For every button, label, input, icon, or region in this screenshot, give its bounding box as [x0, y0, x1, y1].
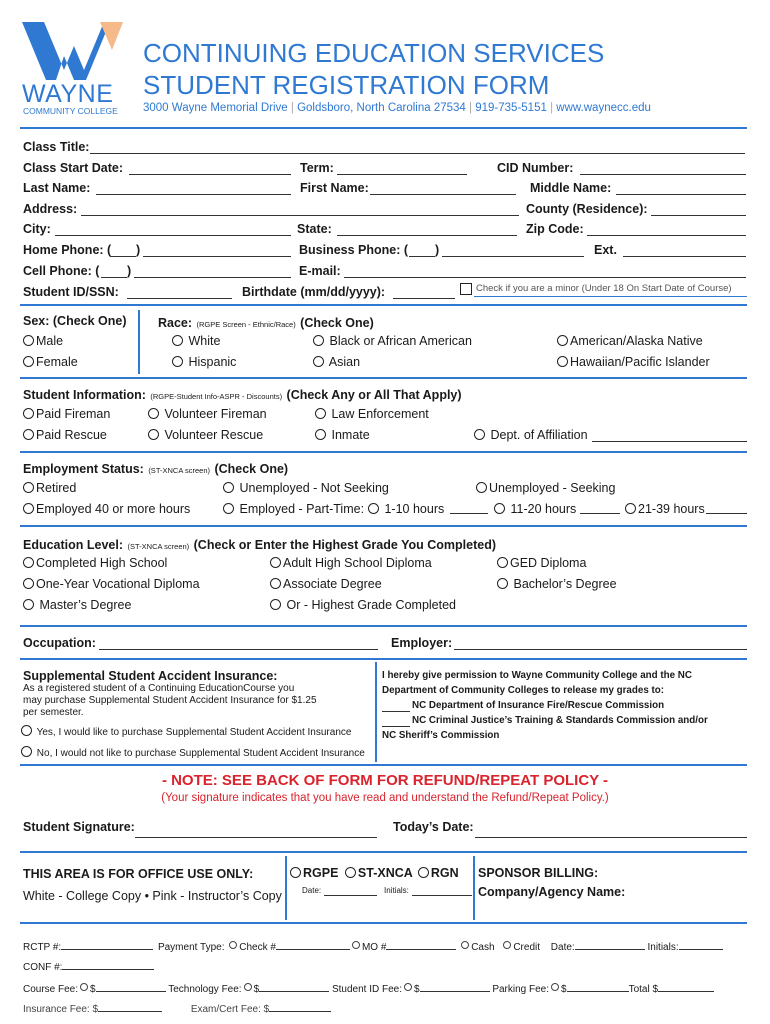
fees-row-2: [23, 962, 154, 973]
parking-fee-field[interactable]: [567, 991, 629, 992]
zip-label: Zip Code:: [526, 222, 584, 236]
student-id-fee-field[interactable]: [420, 991, 490, 992]
insurance-text-2: may purchase Supplemental Student Accident Insurance for $1.25: [23, 695, 317, 706]
email-field[interactable]: [344, 277, 746, 278]
radio-icon[interactable]: [270, 599, 281, 610]
student-signature-label: Student Signature:: [23, 820, 135, 834]
student-signature-field[interactable]: [135, 837, 377, 838]
hours-1-10-field[interactable]: [450, 513, 488, 514]
mo-number-field[interactable]: [386, 949, 456, 950]
radio-icon[interactable]: [23, 408, 34, 419]
hours-11-20-option[interactable]: [494, 502, 576, 516]
county-field[interactable]: [651, 215, 746, 216]
check-label: Check #: [239, 942, 276, 953]
course-fee-field[interactable]: [96, 991, 166, 992]
sex-male-label: Male: [36, 334, 64, 348]
inmate-option[interactable]: [315, 428, 370, 442]
office-use-title: THIS AREA IS FOR OFFICE USE ONLY:: [23, 867, 254, 881]
masters-option[interactable]: [23, 598, 131, 612]
radio-icon[interactable]: [497, 557, 508, 568]
radio-icon[interactable]: [557, 335, 568, 346]
permission-line2: Department of Community Colleges to release my grades to:: [382, 685, 664, 696]
cash-label: Cash: [471, 942, 495, 953]
retired-label: Retired: [36, 481, 77, 495]
stxnca-label: ST-XNCA: [357, 866, 413, 880]
insurance-fee-field[interactable]: [98, 1011, 162, 1012]
radio-icon[interactable]: [557, 356, 568, 367]
permission-line5: NC Sheriff’s Commission: [382, 730, 500, 741]
radio-icon[interactable]: [23, 503, 34, 514]
dept-affiliation-field[interactable]: [592, 441, 747, 442]
state-label: State:: [297, 222, 332, 236]
law-enforcement-label: Law Enforcement: [331, 407, 429, 421]
inmate-label: Inmate: [331, 428, 370, 442]
radio-icon[interactable]: [23, 578, 34, 589]
home-phone-field[interactable]: [143, 256, 291, 257]
dollar-sign: $: [413, 984, 420, 995]
education-heading: [23, 536, 496, 554]
city-label: City:: [23, 222, 51, 236]
ged-option[interactable]: [497, 556, 586, 570]
race-asian-option[interactable]: [313, 355, 360, 369]
student-id-label: Student ID/SSN:: [23, 285, 119, 299]
unemployed-not-seeking-option[interactable]: [223, 481, 389, 495]
sponsor-billing-label: SPONSOR BILLING:: [478, 866, 599, 880]
race-heading: [158, 314, 374, 332]
race-black-option[interactable]: [313, 334, 472, 348]
fees-date-label: Date:: [550, 942, 575, 953]
part-time-label: Employed - Part-Time:: [239, 502, 365, 516]
occupation-label: Occupation:: [23, 636, 96, 650]
office-divider: [285, 856, 287, 920]
dollar-sign: $: [561, 984, 567, 995]
city-field[interactable]: [55, 235, 291, 236]
college-city: Goldsboro, North Carolina 27534: [297, 102, 466, 114]
separator: |: [550, 102, 554, 114]
course-fee-icon[interactable]: [80, 983, 88, 991]
hours-21-39-field[interactable]: [706, 513, 747, 514]
race-black-label: Black or African American: [329, 334, 472, 348]
student-id-fee-label: Student ID Fee:: [331, 984, 402, 995]
exam-fee-label: Exam/Cert Fee: $: [190, 1004, 270, 1015]
credit-option-icon[interactable]: [503, 941, 511, 949]
college-phone: 919-735-5151: [475, 102, 547, 114]
fees-date-field[interactable]: [575, 949, 645, 950]
course-fee-label: Course Fee:: [23, 984, 79, 995]
employment-note: (ST-XNCA screen): [148, 466, 210, 475]
adult-hs-label: Adult High School Diploma: [283, 556, 432, 570]
fees-initials-label: Initials:: [647, 942, 679, 953]
radio-icon[interactable]: [368, 503, 379, 514]
rgn-label: RGN: [430, 866, 459, 880]
college-website[interactable]: www.waynecc.edu: [556, 102, 651, 114]
race-label: Race:: [158, 316, 193, 330]
term-label: Term:: [300, 161, 334, 175]
radio-icon[interactable]: [23, 429, 34, 440]
radio-icon[interactable]: [315, 408, 326, 419]
wayne-logo-mark: [20, 20, 125, 82]
business-phone-area-code[interactable]: [409, 256, 435, 257]
logo-wordmark: WAYNE: [22, 80, 114, 108]
cell-phone-area-code[interactable]: [101, 277, 127, 278]
radio-icon[interactable]: [625, 503, 636, 514]
credit-label: Credit: [513, 942, 541, 953]
total-label: Total $: [628, 984, 659, 995]
email-label: E-mail:: [299, 264, 341, 278]
section-divider: [20, 451, 747, 453]
radio-icon[interactable]: [345, 867, 356, 878]
employer-field[interactable]: [454, 649, 747, 650]
insurance-yes-option[interactable]: [21, 725, 351, 738]
office-date-field[interactable]: [324, 895, 377, 896]
hours-11-20-label: 11-20 hours: [510, 502, 577, 516]
cash-option-icon[interactable]: [461, 941, 469, 949]
insurance-text-3: per semester.: [23, 707, 84, 718]
paren-close: ): [435, 243, 440, 257]
radio-icon[interactable]: [290, 867, 301, 878]
sex-female-option[interactable]: [23, 355, 78, 369]
rctp-label: RCTP #:: [23, 942, 62, 953]
exam-fee-field[interactable]: [269, 1011, 331, 1012]
student-info-label: Student Information:: [23, 388, 146, 402]
technology-fee-field[interactable]: [259, 991, 329, 992]
hours-21-39-label: 21-39 hours: [638, 502, 705, 516]
volunteer-rescue-option[interactable]: [148, 428, 263, 442]
ext-label: Ext.: [594, 243, 617, 257]
birthdate-field[interactable]: [393, 298, 455, 299]
college-contact: [143, 102, 651, 114]
bachelor-label: Bachelor’s Degree: [513, 577, 617, 591]
radio-icon[interactable]: [474, 429, 485, 440]
cid-number-field[interactable]: [580, 174, 746, 175]
race-asian-label: Asian: [328, 355, 361, 369]
form-title-line2: STUDENT REGISTRATION FORM: [143, 70, 550, 100]
state-field[interactable]: [337, 235, 517, 236]
employed-40-label: Employed 40 or more hours: [36, 502, 191, 516]
payment-type-label: Payment Type:: [157, 942, 225, 953]
part-time-option[interactable]: [223, 502, 364, 516]
insurance-yes-label: Yes, I would like to purchase Supplemental Student Accident Insurance: [36, 727, 352, 738]
todays-date-label: Today’s Date:: [393, 820, 474, 834]
paid-rescue-option[interactable]: [23, 428, 107, 442]
college-address: 3000 Wayne Memorial Drive: [143, 102, 288, 114]
mo-label: MO #: [361, 942, 387, 953]
paid-fireman-label: Paid Fireman: [36, 407, 111, 421]
middle-name-field[interactable]: [616, 194, 746, 195]
student-info-heading: [23, 386, 462, 404]
race-hawaiian-option[interactable]: [557, 355, 710, 369]
radio-icon[interactable]: [148, 429, 159, 440]
office-date-label: Date:: [302, 886, 322, 895]
volunteer-fireman-option[interactable]: [148, 407, 267, 421]
class-start-date-label: Class Start Date:: [23, 161, 124, 175]
radio-icon[interactable]: [172, 335, 183, 346]
separator: |: [469, 102, 473, 114]
highest-grade-label: Or - Highest Grade Completed: [286, 598, 456, 612]
fees-row-3: [23, 983, 714, 995]
permission-line4: NC Criminal Justice’s Training & Standards Commission and/or: [412, 715, 708, 726]
technology-fee-label: Technology Fee:: [168, 984, 242, 995]
race-native-label: American/Alaska Native: [570, 334, 703, 348]
first-name-label: First Name:: [300, 181, 369, 195]
unemployed-seeking-label: Unemployed - Seeking: [489, 481, 616, 495]
adult-hs-option[interactable]: [270, 556, 432, 570]
address-label: Address:: [23, 202, 78, 216]
radio-icon[interactable]: [270, 557, 281, 568]
permission-cj-blank[interactable]: [382, 726, 410, 727]
last-name-label: Last Name:: [23, 181, 91, 195]
home-phone-area-code[interactable]: [110, 256, 136, 257]
birthdate-label: Birthdate (mm/dd/yyyy):: [242, 285, 386, 299]
fees-initials-field[interactable]: [679, 949, 723, 950]
completed-hs-option[interactable]: [23, 556, 167, 570]
masters-label: Master’s Degree: [39, 598, 132, 612]
dollar-sign: $: [90, 984, 96, 995]
section-divider: [20, 851, 747, 853]
business-phone-field[interactable]: [442, 256, 584, 257]
ged-label: GED Diploma: [510, 556, 587, 570]
radio-icon[interactable]: [497, 578, 508, 589]
sex-label: Sex: (Check One): [23, 314, 127, 328]
county-label: County (Residence):: [526, 202, 648, 216]
cid-number-label: CID Number:: [497, 161, 574, 175]
total-field[interactable]: [658, 991, 714, 992]
ext-field[interactable]: [623, 256, 746, 257]
volunteer-rescue-label: Volunteer Rescue: [164, 428, 264, 442]
radio-icon[interactable]: [23, 557, 34, 568]
radio-icon[interactable]: [315, 429, 326, 440]
radio-icon[interactable]: [21, 725, 32, 736]
insurance-fee-label: Insurance Fee: $: [23, 1004, 99, 1015]
office-codes: [290, 866, 459, 880]
radio-icon[interactable]: [23, 335, 34, 346]
employment-heading: [23, 460, 288, 478]
radio-icon[interactable]: [494, 503, 505, 514]
dollar-sign: $: [253, 984, 260, 995]
sex-female-label: Female: [36, 355, 78, 369]
rgpe-label: RGPE: [303, 866, 339, 880]
conf-field[interactable]: [62, 969, 154, 970]
student-info-check: (Check Any or All That Apply): [286, 388, 462, 402]
race-note: (RGPE Screen - Ethnic/Race): [196, 320, 296, 329]
form-title-line1: CONTINUING EDUCATION SERVICES: [143, 38, 605, 68]
radio-icon[interactable]: [21, 746, 32, 757]
one-year-label: One-Year Vocational Diploma: [36, 577, 200, 591]
insurance-no-option[interactable]: [21, 746, 365, 759]
dept-affiliation-option[interactable]: [474, 428, 588, 442]
company-agency-label: Company/Agency Name:: [478, 885, 626, 899]
address-field[interactable]: [81, 215, 519, 216]
radio-icon[interactable]: [148, 408, 159, 419]
conf-label: CONF #:: [23, 962, 63, 973]
hours-21-39-option[interactable]: [625, 502, 705, 516]
radio-icon[interactable]: [313, 356, 324, 367]
radio-icon[interactable]: [270, 578, 281, 589]
radio-icon[interactable]: [313, 335, 324, 346]
dept-affiliation-label: Dept. of Affiliation: [490, 428, 588, 442]
occupation-field[interactable]: [99, 649, 378, 650]
fees-row-1: [23, 941, 723, 953]
section-divider: [20, 922, 747, 924]
section-divider: [20, 525, 747, 527]
race-white-option[interactable]: [172, 334, 220, 348]
section-divider: [20, 764, 747, 766]
law-enforcement-option[interactable]: [315, 407, 429, 421]
student-id-fee-icon[interactable]: [404, 983, 412, 991]
radio-icon[interactable]: [418, 867, 429, 878]
refund-note-subtitle: (Your signature indicates that you have read and understand the Refund/Repeat Policy.): [161, 792, 609, 804]
class-start-date-field[interactable]: [129, 174, 291, 175]
unemployed-not-seeking-label: Unemployed - Not Seeking: [239, 481, 389, 495]
unemployed-seeking-option[interactable]: [476, 481, 615, 495]
race-check: (Check One): [300, 316, 374, 330]
section-divider: [20, 304, 747, 306]
class-title-label: Class Title:: [23, 140, 90, 154]
technology-fee-icon[interactable]: [244, 983, 252, 991]
volunteer-fireman-label: Volunteer Fireman: [164, 407, 267, 421]
sex-male-option[interactable]: [23, 334, 63, 348]
employed-40-option[interactable]: [23, 502, 190, 516]
education-note: (ST-XNCA screen): [127, 542, 190, 551]
home-phone-label: Home Phone: (: [23, 243, 112, 257]
section-divider: [20, 377, 747, 379]
highest-grade-option[interactable]: [270, 598, 456, 612]
header-divider: [20, 127, 747, 129]
insurance-title: Supplemental Student Accident Insurance:: [23, 669, 278, 683]
first-name-field[interactable]: [370, 194, 516, 195]
cell-phone-label: Cell Phone: (: [23, 264, 100, 278]
insurance-divider: [375, 662, 377, 762]
section-divider: [20, 625, 747, 627]
radio-icon[interactable]: [23, 356, 34, 367]
hours-1-10-label: 1-10 hours: [384, 502, 445, 516]
race-white-label: White: [188, 334, 221, 348]
cell-phone-field[interactable]: [134, 277, 291, 278]
hours-11-20-field[interactable]: [580, 513, 620, 514]
radio-icon[interactable]: [23, 599, 34, 610]
radio-icon[interactable]: [223, 482, 234, 493]
sex-race-divider: [138, 310, 140, 374]
check-option-icon[interactable]: [229, 941, 237, 949]
parking-fee-label: Parking Fee:: [492, 984, 550, 995]
permission-line1: I hereby give permission to Wayne Community College and the NC: [382, 670, 692, 681]
paren-close: ): [127, 264, 132, 278]
class-title-field[interactable]: [90, 153, 745, 154]
check-number-field[interactable]: [276, 949, 350, 950]
permission-fire-blank[interactable]: [382, 711, 410, 712]
race-hawaiian-label: Hawaiian/Pacific Islander: [570, 355, 710, 369]
employment-check: (Check One): [214, 462, 289, 476]
copy-distribution: White - College Copy • Pink - Instructor’s Copy: [23, 889, 282, 903]
radio-icon[interactable]: [172, 356, 183, 367]
zip-field[interactable]: [587, 235, 746, 236]
radio-icon[interactable]: [223, 503, 234, 514]
employer-label: Employer:: [391, 636, 453, 650]
rctp-field[interactable]: [61, 949, 153, 950]
sponsor-divider: [473, 856, 475, 920]
one-year-option[interactable]: [23, 577, 200, 591]
paid-fireman-option[interactable]: [23, 407, 110, 421]
paid-rescue-label: Paid Rescue: [36, 428, 107, 442]
refund-note-title: - NOTE: SEE BACK OF FORM FOR REFUND/REPEAT POLICY -: [161, 772, 609, 789]
fees-row-4: [23, 1004, 331, 1015]
employment-label: Employment Status:: [23, 462, 144, 476]
insurance-text-1: As a registered student of a Continuing EducationCourse you: [23, 683, 295, 694]
education-check: (Check or Enter the Highest Grade You Completed): [193, 538, 496, 552]
minor-checkbox[interactable]: [460, 283, 472, 295]
radio-icon[interactable]: [23, 482, 34, 493]
permission-line3: NC Department of Insurance Fire/Rescue Commission: [412, 700, 665, 711]
race-hispanic-option[interactable]: [172, 355, 236, 369]
associate-label: Associate Degree: [283, 577, 382, 591]
separator: |: [290, 102, 294, 114]
student-id-field[interactable]: [127, 298, 232, 299]
mo-option-icon[interactable]: [352, 941, 360, 949]
race-hispanic-label: Hispanic: [188, 355, 237, 369]
term-field[interactable]: [337, 174, 467, 175]
minor-check-label: Check if you are a minor (Under 18 On Start Date of Course): [476, 283, 732, 294]
bachelor-option[interactable]: [497, 577, 617, 591]
last-name-field[interactable]: [96, 194, 291, 195]
hours-1-10-option[interactable]: [368, 502, 444, 516]
paren-close: ): [136, 243, 141, 257]
logo-subtitle: COMMUNITY COLLEGE: [23, 106, 118, 116]
student-info-note: (RGPE-Student Info-ASPR - Discounts): [150, 392, 283, 401]
office-initials-label: Initials:: [384, 886, 409, 895]
completed-hs-label: Completed High School: [36, 556, 168, 570]
radio-icon[interactable]: [476, 482, 487, 493]
todays-date-field[interactable]: [475, 837, 747, 838]
race-native-option[interactable]: [557, 334, 703, 348]
middle-name-label: Middle Name:: [530, 181, 612, 195]
education-label: Education Level:: [23, 538, 124, 552]
associate-option[interactable]: [270, 577, 382, 591]
minor-underline: [474, 296, 747, 297]
section-divider: [20, 658, 747, 660]
office-initials-field[interactable]: [412, 895, 472, 896]
business-phone-label: Business Phone: (: [299, 243, 409, 257]
parking-fee-icon[interactable]: [551, 983, 559, 991]
insurance-no-label: No, I would not like to purchase Supplemental Student Accident Insurance: [36, 748, 365, 759]
retired-option[interactable]: [23, 481, 76, 495]
